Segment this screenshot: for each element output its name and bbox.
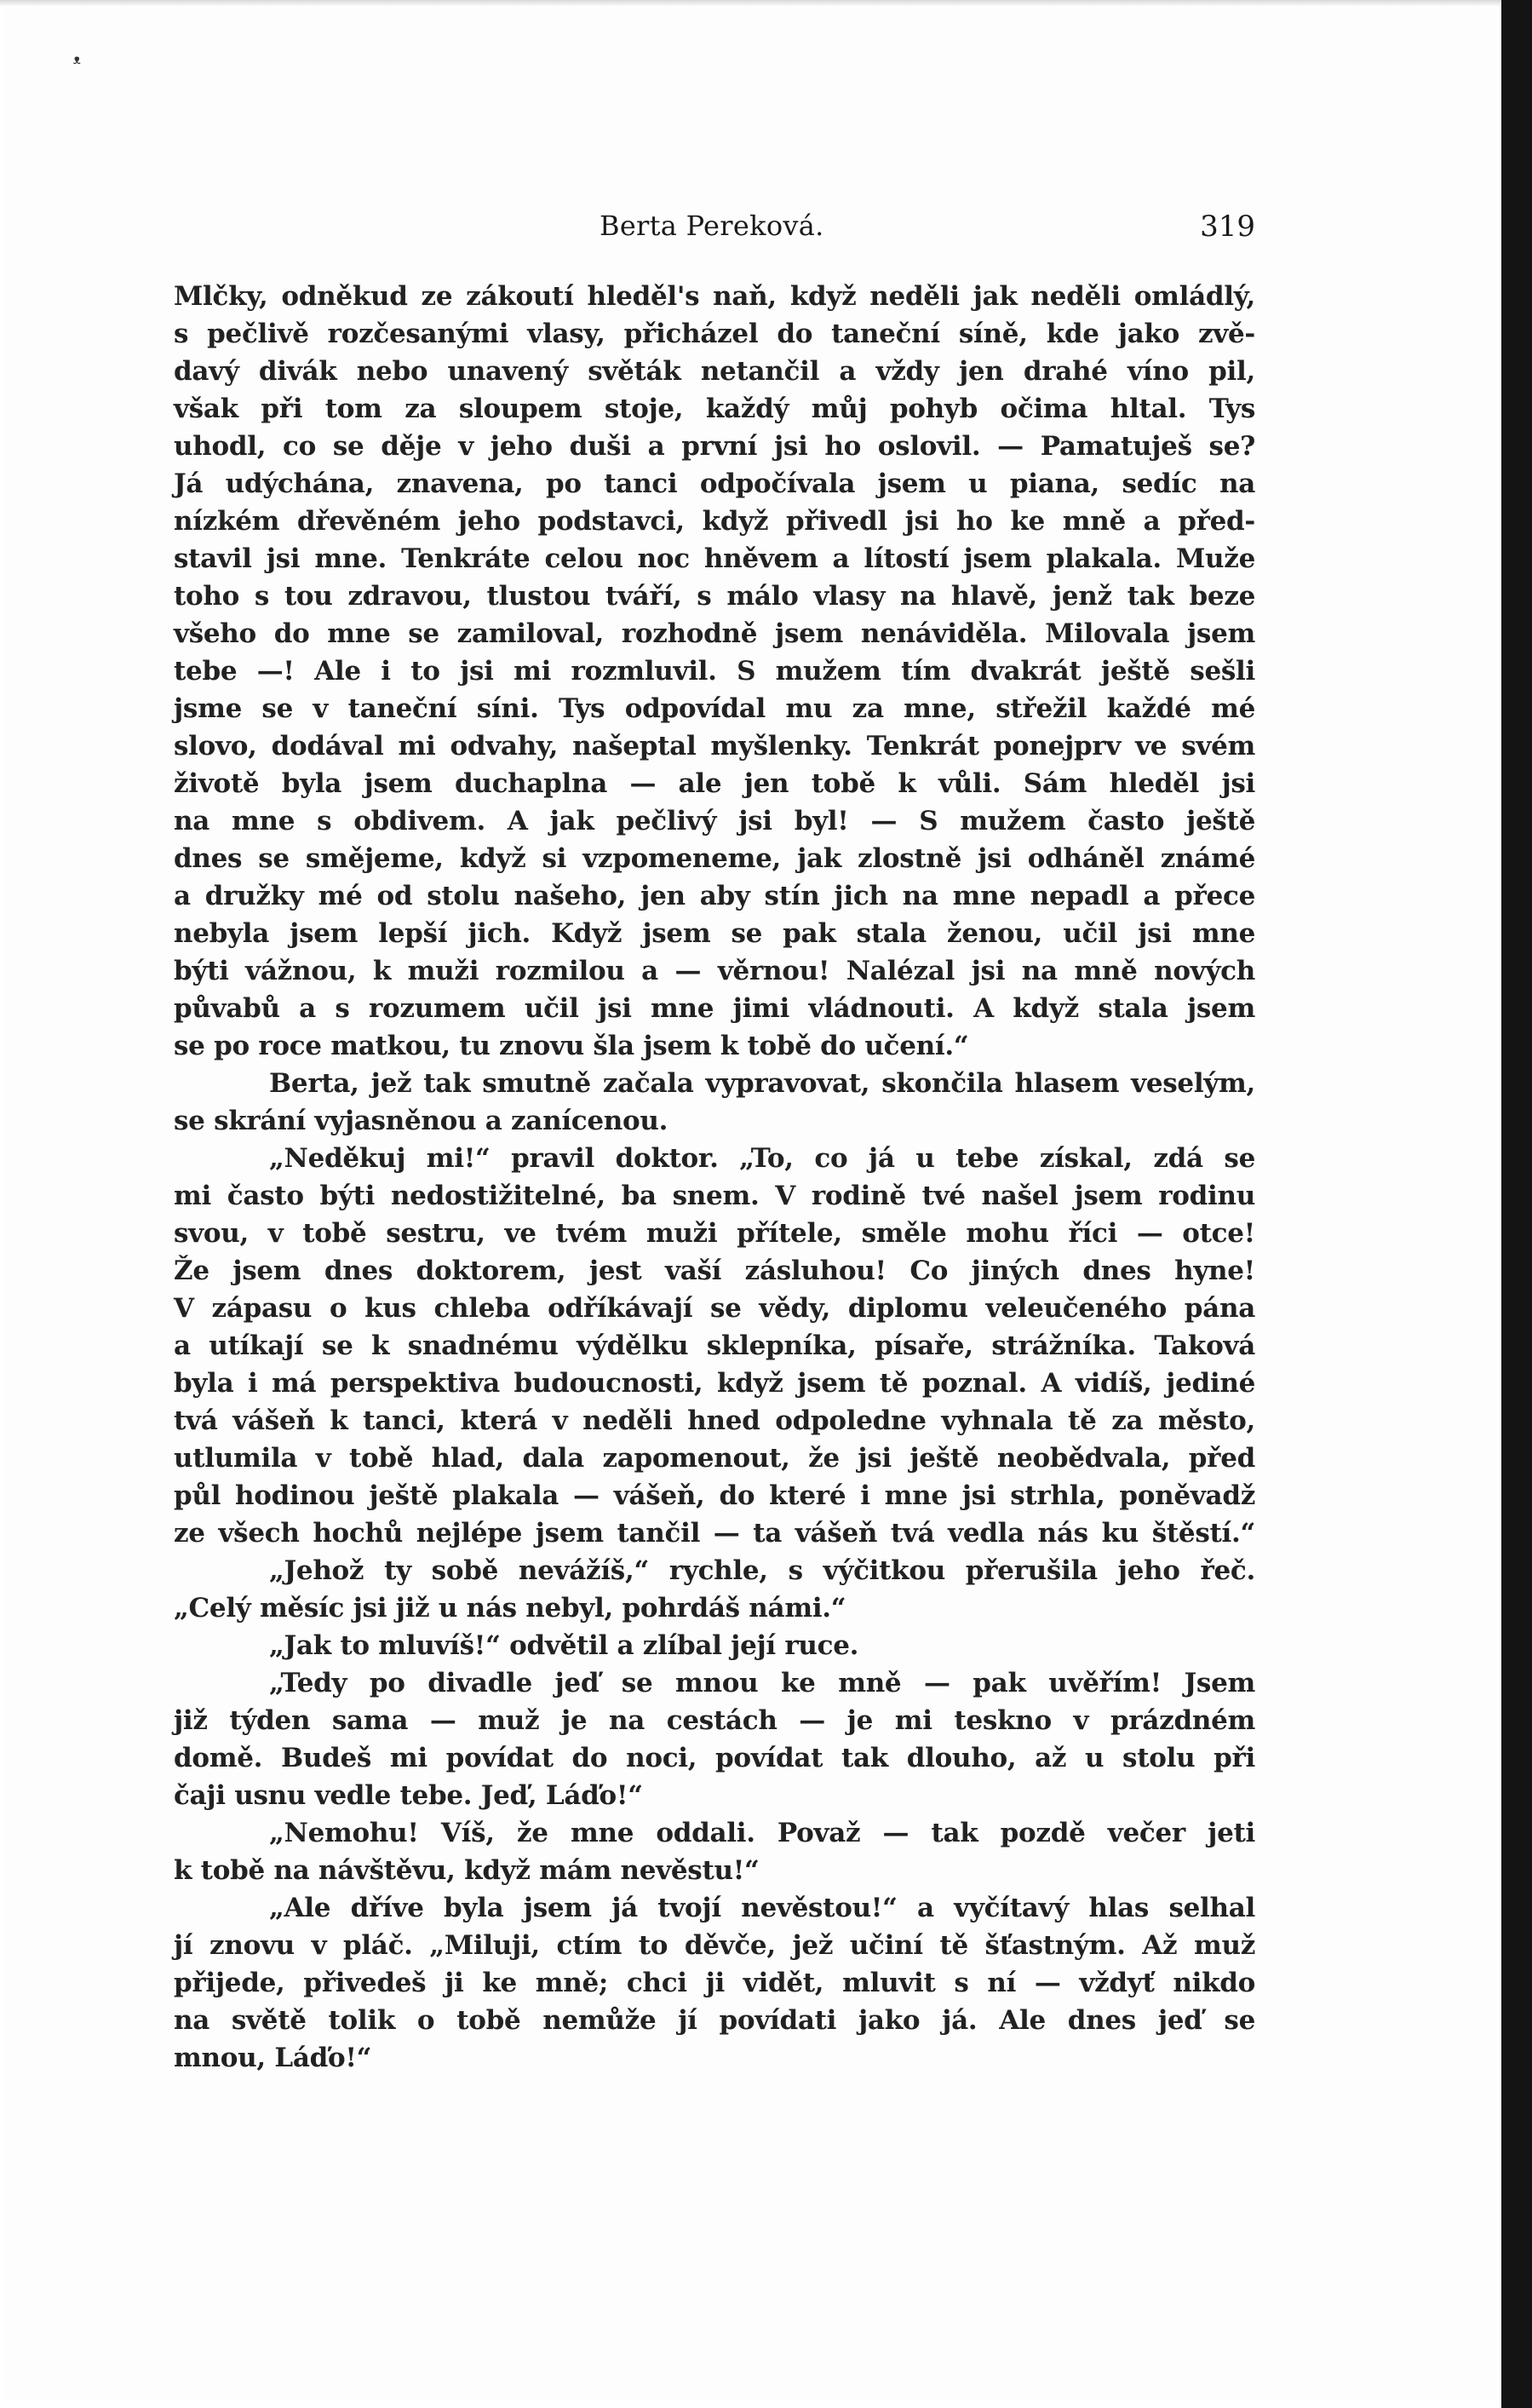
text-line: a utíkají se k snadnému výdělku sklepníka, písaře, strážníka. Taková [174,1330,1255,1361]
text-line: utlumila v tobě hlad, dala zapomenout, že jsi ještě neobědvala, před [174,1443,1255,1474]
text-line: toho s tou zdravou, tlustou tváří, s málo vlasy na hlavě, jenž tak beze [174,581,1255,612]
ink-speck: ᵜ [73,52,81,73]
text-line: davý divák nebo unavený světák netančil a vždy jen drahé víno pil, [174,356,1255,387]
text-line: dnes se smějeme, když si vzpomeneme, jak zlostně jsi odháněl známé [174,843,1255,874]
text-line: mi často býti nedostižitelné, ba snem. V rodině tvé našel jsem rodinu [174,1181,1255,1211]
text-line: životě byla jsem duchaplna — ale jen tobě k vůli. Sám hleděl jsi [174,768,1255,799]
text-line: jí znovu v pláč. „Miluji, ctím to děvče, jež učiní tě šťastným. Až muž [174,1930,1255,1961]
text-line: přijede, přivedeš ji ke mně; chci ji vidět, mluvit s ní — vždyť nikdo [174,1968,1255,1998]
text-line: Já udýchána, znavena, po tanci odpočívala jsem u piana, sedíc na [174,468,1255,499]
text-line: stavil jsi mne. Tenkráte celou noc hněvem a lítostí jsem plakala. Muže [174,543,1255,574]
text-line: Mlčky, odněkud ze zákoutí hleděl's naň, když neděli jak neděli omládlý, [174,281,1255,312]
body-text [174,278,1255,2077]
text-line: „Ale dříve byla jsem já tvojí nevěstou!“ a vyčítavý hlas selhal [269,1893,1255,1923]
text-line: čaji usnu vedle tebe. Jeď, Láďo!“ [174,1780,643,1811]
text-line: k tobě na návštěvu, když mám nevěstu!“ [174,1855,760,1886]
text-line: a družky mé od stolu našeho, jen aby stín jich na mne nepadl a přece [174,881,1255,911]
text-line: Berta, jež tak smutně začala vypravovat, skončila hlasem veselým, [269,1068,1255,1099]
text-line: V zápasu o kus chleba odříkávají se vědy, diplomu veleučeného pána [174,1293,1255,1324]
text-line: „Jak to mluvíš!“ odvětil a zlíbal její ruce. [269,1630,859,1661]
text-line: ze všech hochů nejlépe jsem tančil — ta vášeň tvá vedla nás ku štěstí.“ [174,1518,1255,1549]
page-number: 319 [1200,210,1255,244]
text-line: byla i má perspektiva budoucnosti, když jsem tě poznal. A vidíš, jediné [174,1368,1255,1399]
text-line: „Tedy po divadle jeď se mnou ke mně — pak uvěřím! Jsem [269,1668,1255,1698]
text-line: slovo, dodával mi odvahy, našeptal myšlenky. Tenkrát ponejprv ve svém [174,731,1255,761]
text-line: uhodl, co se děje v jeho duši a první jsi ho oslovil. — Pamatuješ se? [174,431,1255,462]
book-page [3,7,1495,2401]
text-line: půl hodinou ještě plakala — vášeň, do které i mne jsi strhla, poněvadž [174,1480,1255,1511]
text-line: Že jsem dnes doktorem, jest vaší zásluhou! Co jiných dnes hyne! [174,1256,1255,1286]
text-line: na mne s obdivem. A jak pečlivý jsi byl! — S mužem často ještě [174,806,1255,836]
text-line: „Celý měsíc jsi již u nás nebyl, pohrdáš námi.“ [174,1593,846,1624]
text-line: „Nemohu! Víš, že mne oddali. Považ — tak pozdě večer jeti [269,1818,1255,1848]
text-line: všeho do mne se zamiloval, rozhodně jsem nenáviděla. Milovala jsem [174,618,1255,649]
text-line: tebe —! Ale i to jsi mi rozmluvil. S mužem tím dvakrát ještě sešli [174,656,1255,687]
text-line: svou, v tobě sestru, ve tvém muži přítele, směle mohu říci — otce! [174,1218,1255,1249]
scan-top-edge [0,0,1532,7]
running-head: Berta Pereková. [600,210,824,242]
text-line: býti vážnou, k muži rozmilou a — věrnou! Nalézal jsi na mně nových [174,956,1255,986]
text-line: nízkém dřevěném jeho podstavci, když přivedl jsi ho ke mně a před- [174,506,1255,537]
text-line: se skrání vyjasněnou a zanícenou. [174,1106,668,1136]
text-line: se po roce matkou, tu znovu šla jsem k tobě do učení.“ [174,1031,969,1061]
page-header [174,210,1255,256]
text-line: nebyla jsem lepší jich. Když jsem se pak stala ženou, učil jsi mne [174,918,1255,949]
scan-dark-edge [1501,0,1532,2408]
text-line: na světě tolik o tobě nemůže jí povídati jako já. Ale dnes jeď se [174,2005,1255,2036]
text-line: jsme se v taneční síni. Tys odpovídal mu za mne, střežil každé mé [174,693,1255,724]
text-line: domě. Budeš mi povídat do noci, povídat tak dlouho, až u stolu při [174,1743,1255,1773]
text-line: mnou, Láďo!“ [174,2043,372,2073]
text-line: s pečlivě rozčesanými vlasy, přicházel do taneční síně, kde jako zvě- [174,319,1255,349]
text-line: „Neděkuj mi!“ pravil doktor. „To, co já u tebe získal, zdá se [269,1143,1255,1174]
text-line: „Jehož ty sobě nevážíš,“ rychle, s výčitkou přerušila jeho řeč. [269,1555,1255,1586]
text-line: půvabů a s rozumem učil jsi mne jimi vládnouti. A když stala jsem [174,993,1255,1024]
text-line: tvá vášeň k tanci, která v neděli hned odpoledne vyhnala tě za město, [174,1405,1255,1436]
text-line: již týden sama — muž je na cestách — je mi teskno v prázdném [174,1705,1255,1736]
text-line: však při tom za sloupem stoje, každý můj pohyb očima hltal. Tys [174,394,1255,424]
